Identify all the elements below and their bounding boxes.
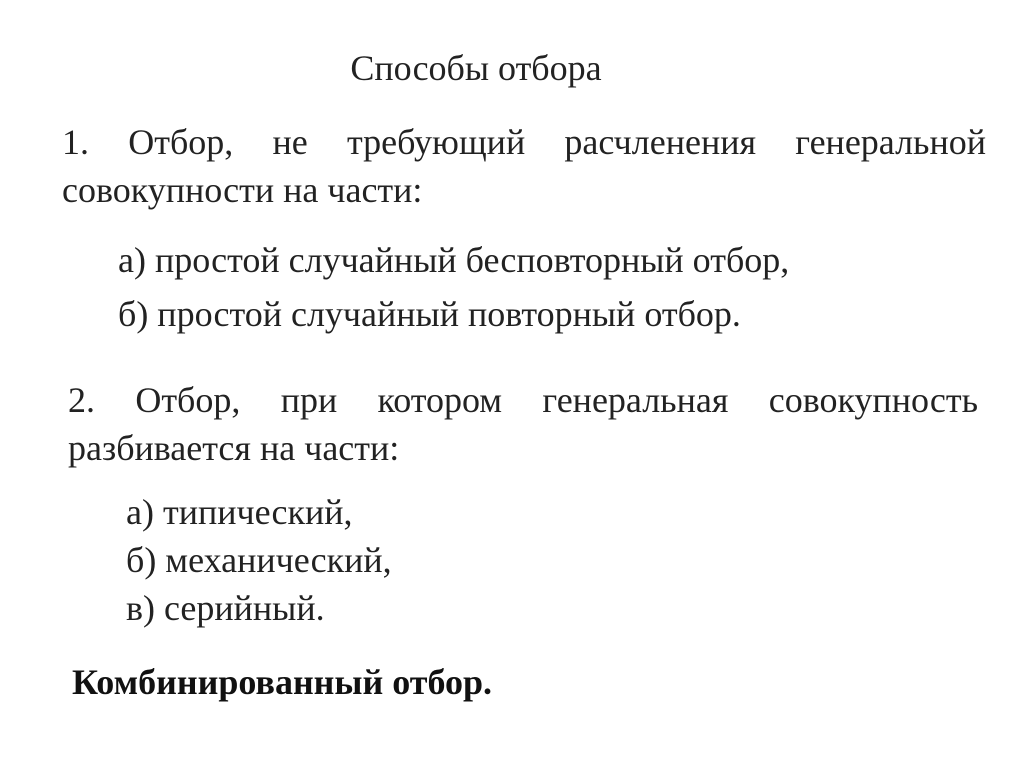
combined-selection-note: Комбинированный отбор. [72, 662, 493, 702]
section-1-item-b: б) простой случайный повторный отбор. [118, 294, 741, 334]
section-2-item-b: б) механический, [126, 540, 392, 580]
section-2-item-c: в) серийный. [126, 588, 325, 628]
slide-title: Способы отбора [350, 48, 602, 88]
section-1-item-a: а) простой случайный бесповторный отбор, [118, 240, 790, 280]
section-2-item-a: а) типический, [126, 492, 353, 532]
section-2-heading: 2. Отбор, при котором генеральная совокупность разбивается на части: [68, 380, 978, 468]
section-1-heading: 1. Отбор, не требующий расчленения генеральной совокупности на части: [62, 122, 986, 210]
